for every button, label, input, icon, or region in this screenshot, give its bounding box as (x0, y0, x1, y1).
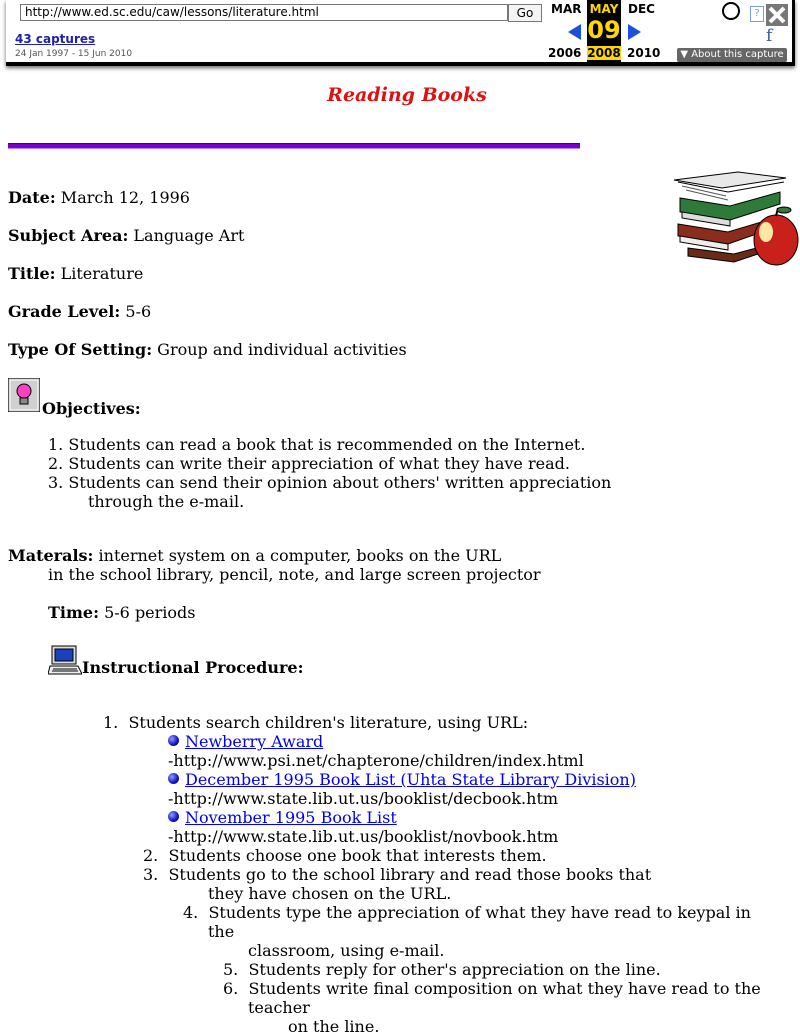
objective-item: 3. Students can send their opinion about others' written appreciation (48, 473, 612, 492)
grade-value: 5-6 (120, 302, 152, 321)
objective-item: 1. Students can read a book that is recommended on the Internet. (48, 435, 586, 454)
materials-label: Materals: (8, 546, 94, 565)
facebook-icon[interactable]: f (766, 26, 773, 46)
step-number: 2. (143, 846, 159, 865)
computer-icon (48, 644, 82, 676)
current-capture-date (587, 0, 621, 62)
title-value: Literature (55, 264, 144, 283)
current-day-label: 09 (587, 16, 621, 44)
date-value: March 12, 1996 (55, 188, 190, 207)
newberry-award-link[interactable]: Newberry Award (185, 732, 324, 751)
link-url-text: -http://www.state.lib.ut.us/booklist/decbook.htm (168, 789, 559, 808)
page-title: Reading Books (327, 84, 487, 106)
step-text: Students go to the school library and read those books that (168, 865, 652, 884)
lightbulb-icon (8, 378, 40, 412)
url-input[interactable]: http://www.ed.sc.edu/caw/lessons/literature.html (20, 4, 508, 21)
horizontal-rule (8, 143, 580, 149)
loading-circle-icon (722, 2, 740, 20)
title-field (8, 264, 143, 283)
bullet-icon (168, 773, 179, 784)
books-apple-image (668, 168, 800, 268)
wayback-toolbar (6, 0, 795, 66)
step-number: 4. (183, 903, 199, 922)
go-button[interactable]: Go (508, 4, 542, 22)
step-number: 6. (223, 979, 239, 998)
current-year-label: 2008 (587, 46, 621, 60)
prev-capture-arrow-icon[interactable] (568, 24, 581, 40)
procedure-step-3 (143, 865, 651, 884)
bullet-icon (168, 811, 179, 822)
step-text: Students type the appreciation of what they have read to keypal in (208, 903, 751, 922)
subject-label: Subject Area: (8, 226, 129, 245)
step-text: Students choose one book that interests them. (168, 846, 547, 865)
title-label: Title: (8, 264, 56, 283)
setting-label: Type Of Setting: (8, 340, 153, 359)
setting-field (8, 340, 407, 359)
procedure-step-1 (103, 713, 528, 732)
list-item (168, 770, 636, 789)
step-4-wrap: the (208, 922, 235, 941)
step-3-continued: they have chosen on the URL. (208, 884, 452, 903)
prev-month-label[interactable]: MAR (551, 2, 582, 16)
materials-field (8, 546, 501, 565)
next-capture-arrow-icon[interactable] (628, 24, 641, 40)
step-text: Students write final composition on what they have read to the (248, 979, 761, 998)
link-url-text: -http://www.psi.net/chapterone/children/index.html (168, 751, 584, 770)
capture-range: 24 Jan 1997 - 15 Jun 2010 (15, 49, 133, 59)
procedure-heading: Instructional Procedure: (82, 658, 304, 677)
procedure-step-4 (183, 903, 751, 922)
date-field (8, 188, 190, 207)
step-6-continued: on the line. (288, 1017, 380, 1036)
procedure-step-2 (143, 846, 547, 865)
december-booklist-link[interactable]: December 1995 Book List (Uhta State Library Division) (185, 770, 636, 789)
step-text: Students reply for other's appreciation on the line. (248, 960, 661, 979)
grade-field (8, 302, 151, 321)
bullet-icon (168, 735, 179, 746)
step-number: 1. (103, 713, 119, 732)
prev-year-label[interactable]: 2006 (548, 46, 582, 60)
materials-continued: in the school library, pencil, note, and large screen projector (48, 565, 541, 584)
setting-value: Group and individual activities (152, 340, 407, 359)
next-month-label[interactable]: DEC (628, 2, 655, 16)
close-icon[interactable] (766, 4, 788, 26)
list-item (168, 732, 323, 751)
materials-value: internet system on a computer, books on the URL (93, 546, 502, 565)
objective-item-continued: through the e-mail. (88, 492, 245, 511)
list-item (168, 808, 397, 827)
date-label: Date: (8, 188, 56, 207)
november-booklist-link[interactable]: November 1995 Book List (185, 808, 397, 827)
step-6-wrap: teacher (248, 998, 310, 1017)
time-field (48, 603, 196, 622)
procedure-step-5 (223, 960, 661, 979)
procedure-step-6 (223, 979, 761, 998)
subject-field (8, 226, 244, 245)
step-number: 3. (143, 865, 159, 884)
captures-link[interactable]: 43 captures (15, 32, 96, 46)
about-capture-button[interactable]: ▼ About this capture (677, 48, 787, 62)
subject-value: Language Art (128, 226, 245, 245)
step-text: Students search children's literature, using URL: (128, 713, 529, 732)
step-4-continued: classroom, using e-mail. (248, 941, 445, 960)
time-label: Time: (48, 603, 99, 622)
step-number: 5. (223, 960, 239, 979)
link-url-text: -http://www.state.lib.ut.us/booklist/novbook.htm (168, 827, 559, 846)
time-value: 5-6 periods (99, 603, 196, 622)
objective-item: 2. Students can write their appreciation of what they have read. (48, 454, 570, 473)
objectives-heading: Objectives: (42, 399, 141, 418)
help-icon[interactable]: ? (750, 6, 764, 22)
current-month-label: MAY (589, 2, 619, 16)
grade-label: Grade Level: (8, 302, 121, 321)
next-year-label[interactable]: 2010 (627, 46, 661, 60)
